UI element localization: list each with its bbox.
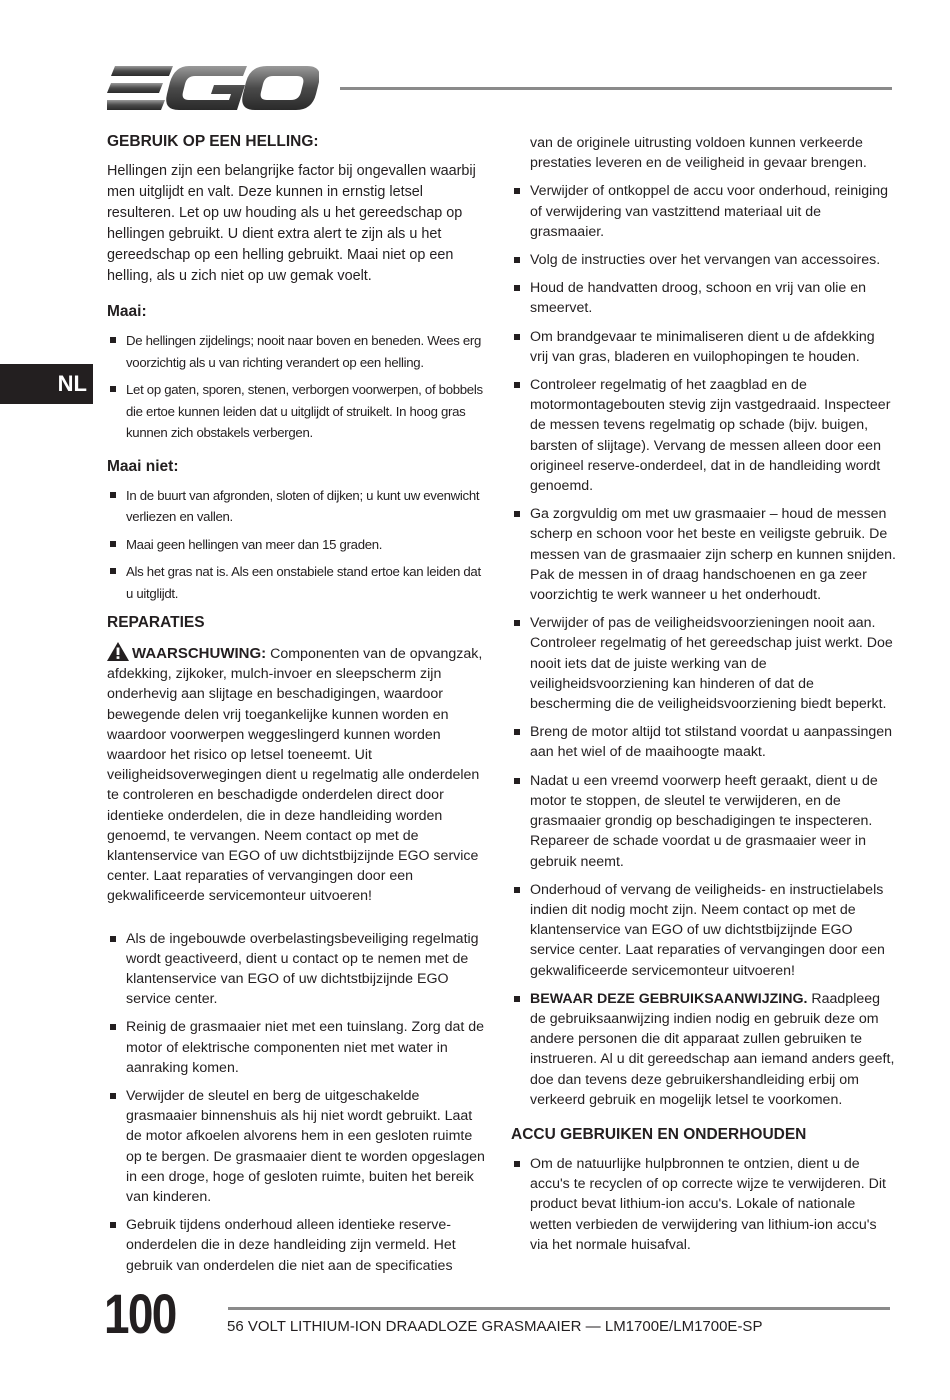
bullet-icon	[514, 996, 520, 1002]
bullet-icon	[110, 1093, 116, 1099]
list-item-save-manual: BEWAAR DEZE GEBRUIKSAANWIJZING. Raadpleeg de gebruiksaanwijzing indien nodig en gebruik deze om andere personen die dit apparaat zullen gebruiken te instrueren. Al u dit gereedschap aan iemand anders geeft, doe dan tevens deze gebruikershandleiding erbij om verkeerd gebruik en mogelijk letsel te voorkomen.	[511, 989, 896, 1110]
language-tab: NL	[0, 364, 93, 404]
section-heading-repairs: REPARATIES	[107, 614, 205, 631]
bullet-icon	[514, 729, 520, 735]
mow-list	[107, 330, 490, 444]
list-item: Gebruik tijdens onderhoud alleen identieke reserve-onderdelen die in deze handleiding zijn vermeld. Het gebruik van onderdelen die niet aan de specificaties	[107, 1215, 490, 1276]
ego-logo	[107, 64, 319, 112]
slope-paragraph: Hellingen zijn een belangrijke factor bij ongevallen waarbij men uitglijdt en valt. Deze kunnen in ernstig letsel resulteren. Let op uw houding als u het gereedschap op hellingen gebruikt. U dient extra alert te zijn als u het gereedschap op een helling gebruikt. Maai niet op een helling, als u zich niet op uw gemak voelt.	[107, 163, 476, 284]
subheading-mow: Maai:	[107, 303, 147, 320]
list-item: Controleer regelmatig of het zaagblad en de motormontagebouten stevig zijn vastgedraaid. Inspecteer de messen tevens regelmatig op schade (bijv. buigen, barsten of slijtage). Vervang de messen alleen door een origineel reserve-onderdeel, dat in de handleiding wordt genoemd.	[511, 375, 896, 496]
bullet-icon	[514, 620, 520, 626]
list-item: In de buurt van afgronden, sloten of dijken; u kunt uw evenwicht verliezen en vallen.	[107, 485, 490, 528]
bullet-icon	[110, 1024, 116, 1030]
battery-list	[511, 1154, 896, 1255]
bullet-icon	[110, 337, 116, 343]
list-item: Maai geen hellingen van meer dan 15 graden.	[107, 534, 490, 556]
warning-block	[107, 642, 490, 907]
section-heading-battery: ACCU GEBRUIKEN EN ONDERHOUDEN	[511, 1125, 807, 1143]
bullet-icon	[514, 334, 520, 340]
list-item: Breng de motor altijd tot stilstand voordat u aanpassingen aan het wiel of de maaihoogte maakt.	[511, 722, 896, 762]
no-mow-list	[107, 485, 490, 605]
bullet-icon	[110, 492, 116, 498]
section-heading-slope: GEBRUIK OP EEN HELLING:	[107, 133, 319, 150]
bullet-icon	[514, 887, 520, 893]
repair-list	[107, 929, 490, 1276]
bullet-icon	[110, 541, 116, 547]
continuation-text: van de originele uitrusting voldoen kunnen verkeerde prestaties leveren en de veiligheid in gevaar brengen.	[530, 135, 867, 172]
right-column	[511, 133, 896, 1263]
list-item: Om brandgevaar te minimaliseren dient u de afdekking vrij van gras, bladeren en vuilophopingen te houden.	[511, 327, 896, 367]
list-item: Let op gaten, sporen, stenen, verborgen voorwerpen, of bobbels die ertoe kunnen leiden dat u uitglijdt of struikelt. In hoog gras kunnen zich obstakels verbergen.	[107, 379, 490, 444]
bullet-icon	[110, 936, 116, 942]
list-item: Houd de handvatten droog, schoon en vrij van olie en smeervet.	[511, 278, 896, 318]
page-number: 100	[104, 1282, 176, 1345]
header-rule	[340, 87, 892, 90]
list-item: Volg de instructies over het vervangen van accessoires.	[511, 250, 896, 270]
warning-triangle-icon	[107, 642, 129, 661]
bullet-icon	[514, 511, 520, 517]
bullet-icon	[514, 285, 520, 291]
footer-rule	[228, 1307, 890, 1310]
warning-text: Componenten van de opvangzak, afdekking, zijkoker, mulch-invoer en sleepscherm zijn onderhevig aan slijtage en beschadigingen, waardoor bewegende delen vrij toegankelijke kunnen worden en waardoor voorwerpen weggeslingerd kunnen worden waardoor het risico op letsel toeneemt. Uit veiligheidsoverwegingen dient u regelmatig alle onderdelen te controleren en beschadigde onderdelen direct door identieke onderdelen, die in deze handleiding worden genoemd, te vervangen. Neem contact op met de klantenservice van EGO of uw dichtstbijzijnde EGO service center. Laat reparaties of vervangingen door een gekwalificeerde servicemonteur uitvoeren!	[107, 646, 483, 905]
bullet-icon	[514, 382, 520, 388]
list-item: Verwijder of pas de veiligheidsvoorzieningen nooit aan. Controleer regelmatig of het gereedschap juist werkt. Doe nooit iets dat de juiste werking van de veiligheidsvoorziening kan hinderen of dat de bescherming die de veiligheidsvoorziening biedt beperkt.	[511, 613, 896, 714]
bullet-icon	[110, 386, 116, 392]
list-item: De hellingen zijdelings; nooit naar boven en beneden. Wees erg voorzichtig als u van richting verandert op een helling.	[107, 330, 490, 373]
maintenance-list	[511, 181, 896, 1110]
bullet-icon	[514, 257, 520, 263]
bullet-icon	[514, 188, 520, 194]
subheading-no-mow: Maai niet:	[107, 457, 179, 475]
bullet-icon	[110, 568, 116, 574]
list-item: Ga zorgvuldig om met uw grasmaaier – houd de messen scherp en schoon voor het beste en veiligste gebruik. De messen van de grasmaaier zijn scherp en kunnen snijden. Pak de messen in of draag handschoenen en ga zeer voorzichtig te werk wanneer u het onderhoudt.	[511, 504, 896, 605]
footer-title: 56 VOLT LITHIUM-ION DRAADLOZE GRASMAAIER — LM1700E/LM1700E-SP	[227, 1318, 763, 1335]
list-item: Verwijder of ontkoppel de accu voor onderhoud, reiniging of verwijdering van vastzittend materiaal uit de grasmaaier.	[511, 181, 896, 242]
warning-label: WAARSCHUWING:	[132, 645, 267, 662]
list-item: Als het gras nat is. Als een onstabiele stand ertoe kan leiden dat u uitglijdt.	[107, 561, 490, 604]
list-item: Reinig de grasmaaier niet met een tuinslang. Zorg dat de motor of elektrische componenten niet met water in aanraking komen.	[107, 1017, 490, 1078]
bullet-icon	[514, 778, 520, 784]
left-column	[107, 133, 490, 1284]
bullet-icon	[514, 1161, 520, 1167]
list-item: Om de natuurlijke hulpbronnen te ontzien, dient u de accu's te recyclen of op correcte wijze te verwijderen. Dit product bevat lithium-ion accu's. Lokale of nationale wetten verbieden de verwijdering van lithium-ion accu's via het normale huisafval.	[511, 1154, 896, 1255]
list-item: Nadat u een vreemd voorwerp heeft geraakt, dient u de motor te stoppen, de sleutel te verwijderen, en de grasmaaier grondig op beschadigingen te inspecteren. Repareer de schade voordat u de grasmaaier weer in gebruik neemt.	[511, 771, 896, 872]
list-item: Verwijder de sleutel en berg de uitgeschakelde grasmaaier binnenshuis als hij niet wordt gebruikt. Laat de motor afkoelen alvorens hem in een gesloten ruimte op te bergen. De grasmaaier dient te worden opgeslagen in een droge, hoge of gesloten ruimte, buiten het bereik van kinderen.	[107, 1086, 490, 1207]
list-item: Als de ingebouwde overbelastingsbeveiliging regelmatig wordt geactiveerd, dient u contact op te nemen met de klantenservice van EGO of uw dichtstbijzijnde EGO service center.	[107, 929, 490, 1010]
bullet-icon	[110, 1222, 116, 1228]
list-item: Onderhoud of vervang de veiligheids- en instructielabels indien dit nodig mocht zijn. Neem contact op met de klantenservice van EGO of uw dichtstbijzijnde EGO service center. Laat reparaties of vervangingen door een gekwalificeerde servicemonteur uitvoeren!	[511, 880, 896, 981]
